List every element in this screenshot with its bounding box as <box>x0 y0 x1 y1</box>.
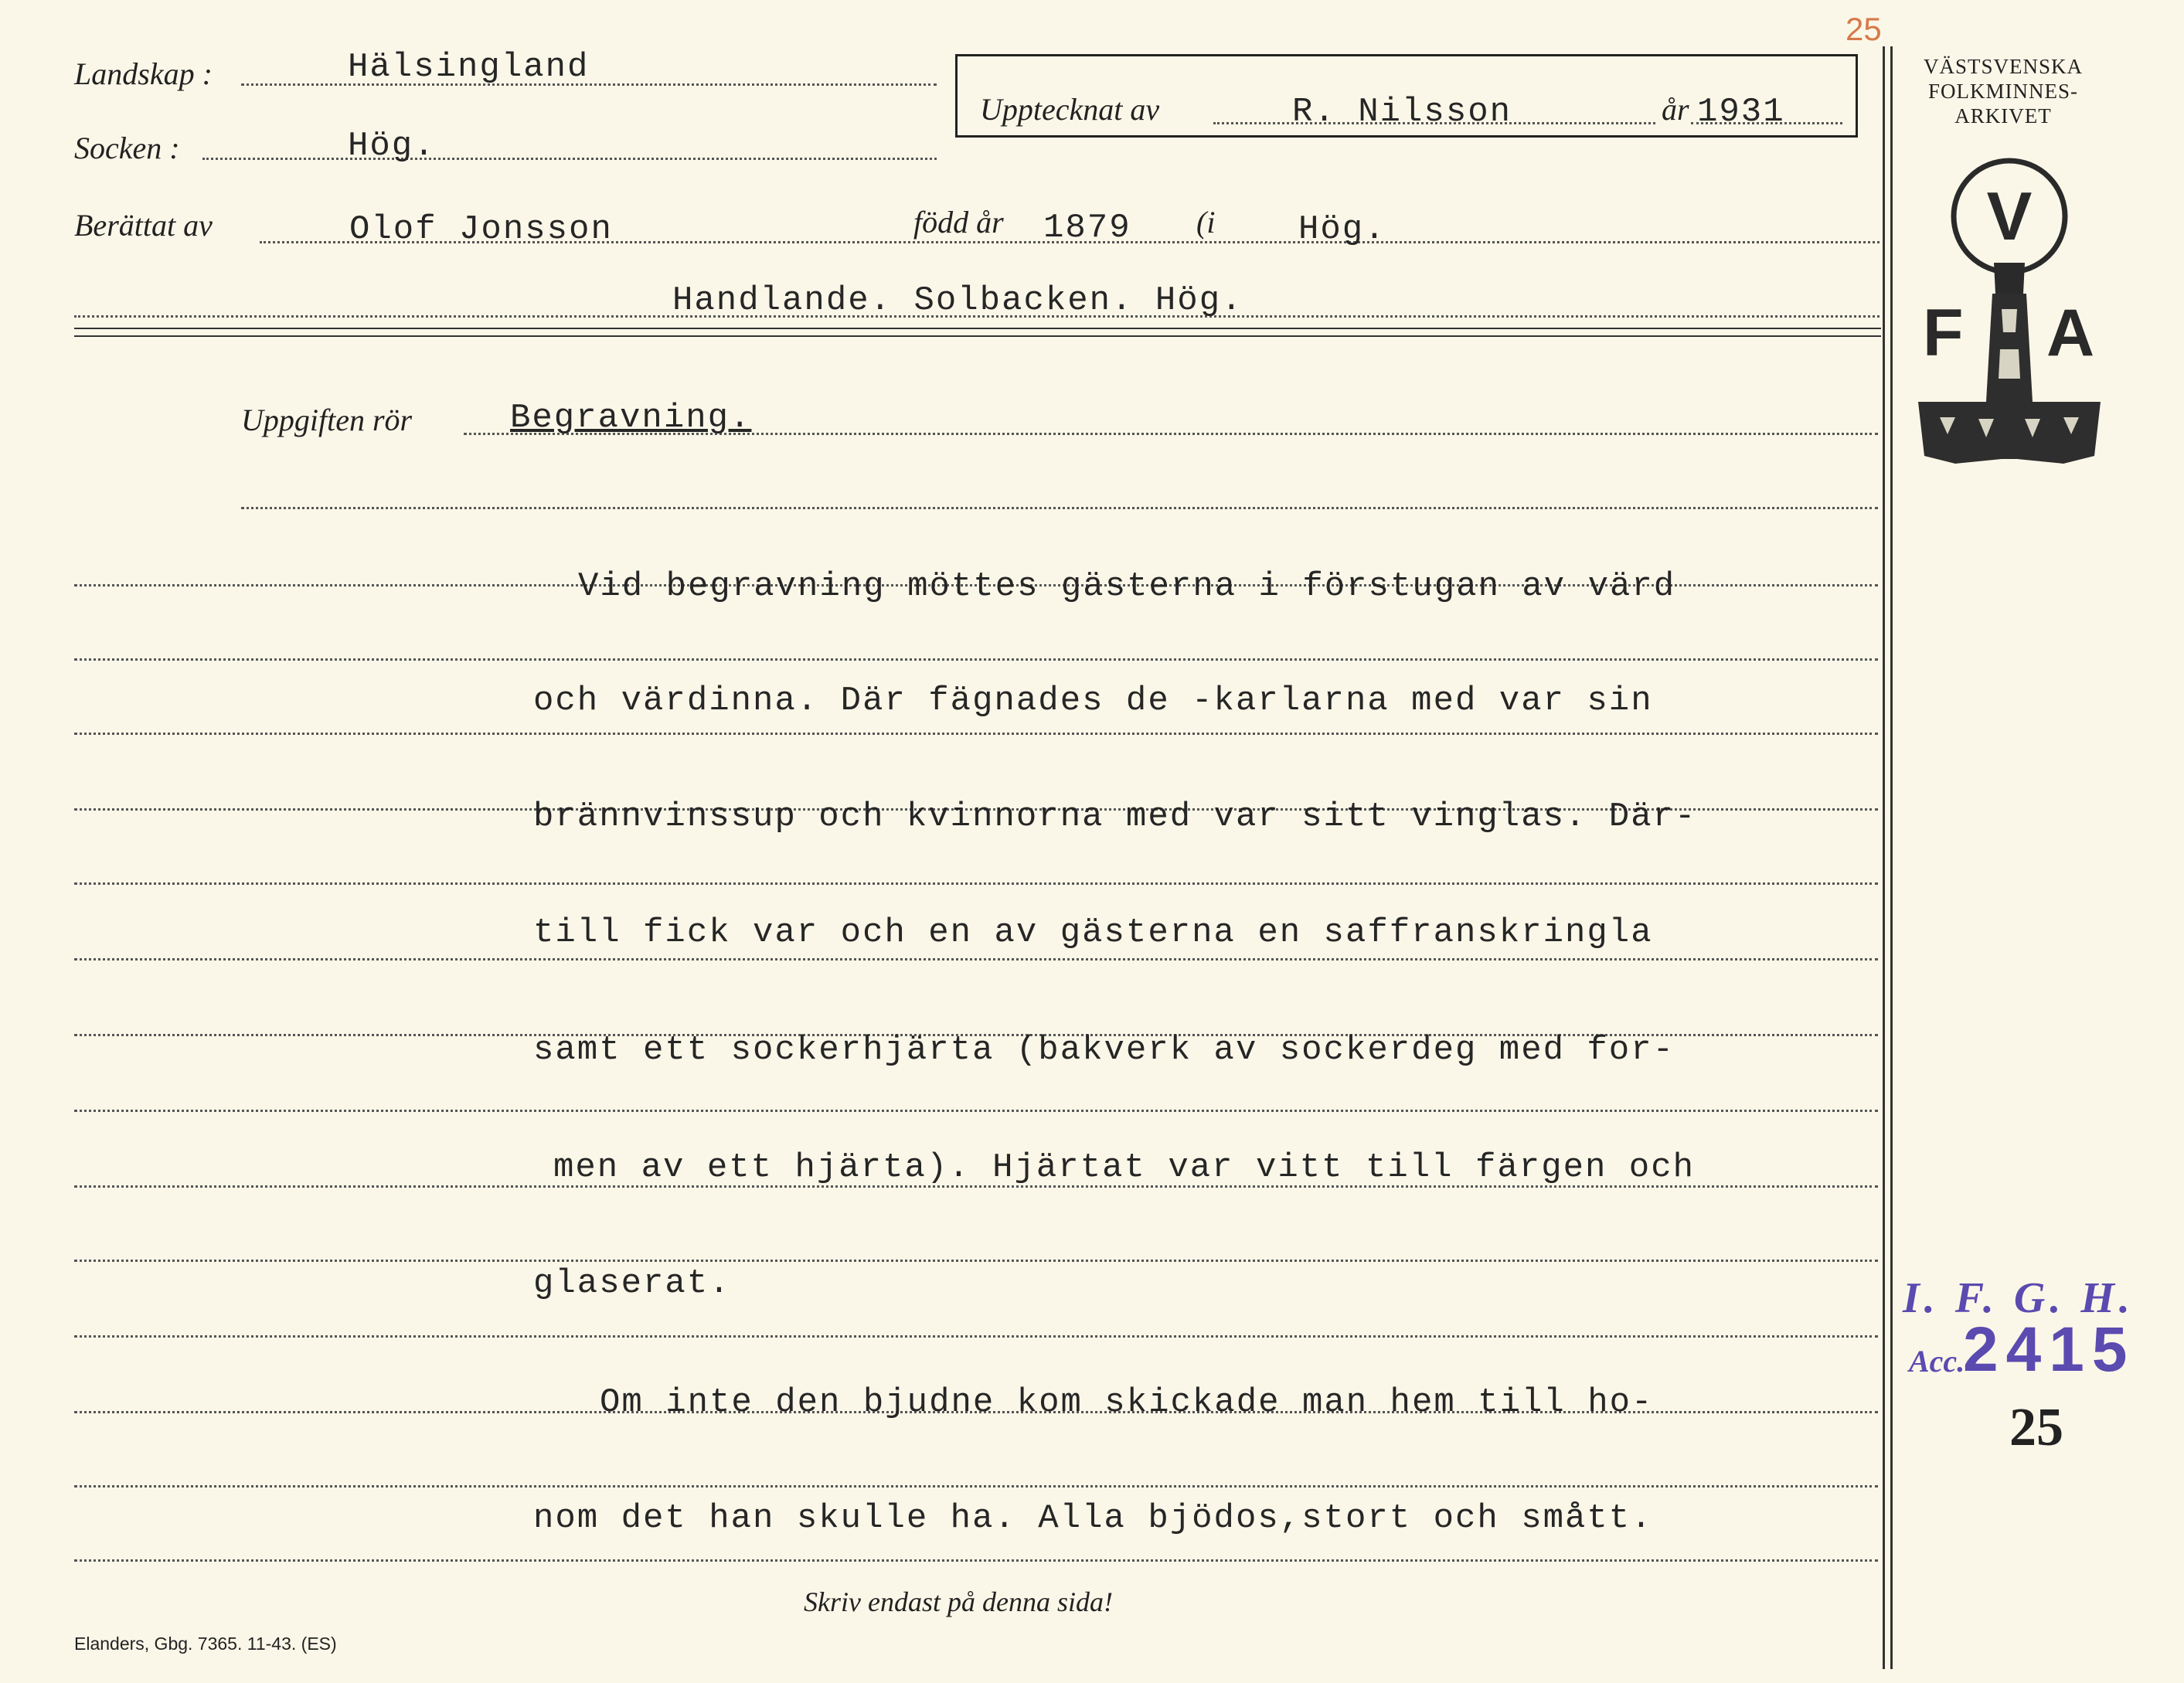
accession-number: 2415 <box>1963 1314 2135 1385</box>
subject-value: Begravning. <box>510 399 752 437</box>
footer-instruction: Skriv endast på denna sida! <box>804 1586 1113 1617</box>
printer-imprint: Elanders, Gbg. 7365. 11-43. (ES) <box>74 1634 337 1654</box>
header-rule-2 <box>74 335 1881 337</box>
logo-letter-v: V <box>1986 178 2033 254</box>
page-number: 25 <box>2009 1398 2063 1457</box>
archive-logo-icon <box>1909 147 2110 479</box>
socken-dotted-line <box>202 158 937 160</box>
landskap-value: Hälsingland <box>348 48 590 87</box>
accession-stamp-initials: I. F. G. H. <box>1903 1274 2135 1322</box>
ruled-line <box>74 1335 1878 1338</box>
record-year: 1931 <box>1697 93 1785 131</box>
year-label: år <box>1662 92 1689 127</box>
uppteck-label: Uppteck​nat av <box>980 92 1160 127</box>
informant-occupation: Handlande. Solbacken. Hög. <box>672 281 1243 320</box>
berattat-label: Berättat av <box>74 208 213 243</box>
body-line-4: till fick var och en av gästerna en saffranskringla <box>533 913 1653 952</box>
pencil-page-number: 25 <box>1846 11 1882 47</box>
body-line-8: Om inte den bjudne kom skickade man hem till ho- <box>600 1383 1654 1422</box>
born-place-label: (i <box>1196 205 1216 240</box>
informant-name: Olof Jonsson <box>349 210 613 249</box>
born-label: född år <box>913 205 1004 240</box>
archive-name-line-3: ARKIVET <box>1954 104 2052 128</box>
body-line-6: men av ett hjärta). Hjärtat var vitt till färgen och <box>553 1148 1696 1187</box>
archive-name <box>1892 54 2114 128</box>
ruled-line <box>74 1260 1878 1262</box>
ruled-line <box>74 1485 1878 1488</box>
body-line-2: och värdinna. Där fägnades de -karlarna med var sin <box>533 682 1653 720</box>
recorder-name: R. Nilsson <box>1292 93 1512 131</box>
ruled-line <box>74 882 1878 885</box>
ruled-line <box>74 1110 1878 1112</box>
ruled-line <box>74 958 1878 960</box>
landskap-label: Landskap : <box>74 56 213 91</box>
accession-stamp-label: Acc. <box>1909 1344 1965 1379</box>
body-line-7: glaserat. <box>533 1264 731 1303</box>
body-line-3: brännvinssup och kvinnorna med var sitt vinglas. Där- <box>533 797 1697 836</box>
logo-letter-a: A <box>2046 296 2095 370</box>
archive-name-line-1: VÄSTSVENSKA <box>1923 55 2084 78</box>
column-rule-1 <box>1883 46 1885 1669</box>
body-line-5: samt ett sockerhjärta (bakverk av sockerdeg med for- <box>533 1031 1675 1069</box>
hammer-head <box>1918 402 2101 464</box>
body-line-9: nom det han skulle ha. Alla bjödos,stort och smått. <box>533 1499 1653 1538</box>
socken-label: Socken : <box>74 131 180 165</box>
born-place: Hög. <box>1298 210 1386 249</box>
archive-name-line-2: FOLKMINNES- <box>1927 80 2078 103</box>
subject-dotted-line-2 <box>241 507 1878 509</box>
socken-value: Hög. <box>348 127 436 165</box>
header-rule-1 <box>74 328 1881 329</box>
subject-label: Uppgiften rör <box>241 403 413 437</box>
logo-letter-f: F <box>1923 296 1964 370</box>
hammer-neck <box>1994 263 2025 294</box>
ruled-line <box>74 1559 1878 1562</box>
body-line-1: Vid begravning möttes gästerna i förstugan av värd <box>578 567 1676 606</box>
column-rule-2 <box>1890 46 1893 1669</box>
born-year: 1879 <box>1043 209 1131 247</box>
ruled-line <box>74 733 1878 735</box>
ruled-line <box>74 658 1878 661</box>
